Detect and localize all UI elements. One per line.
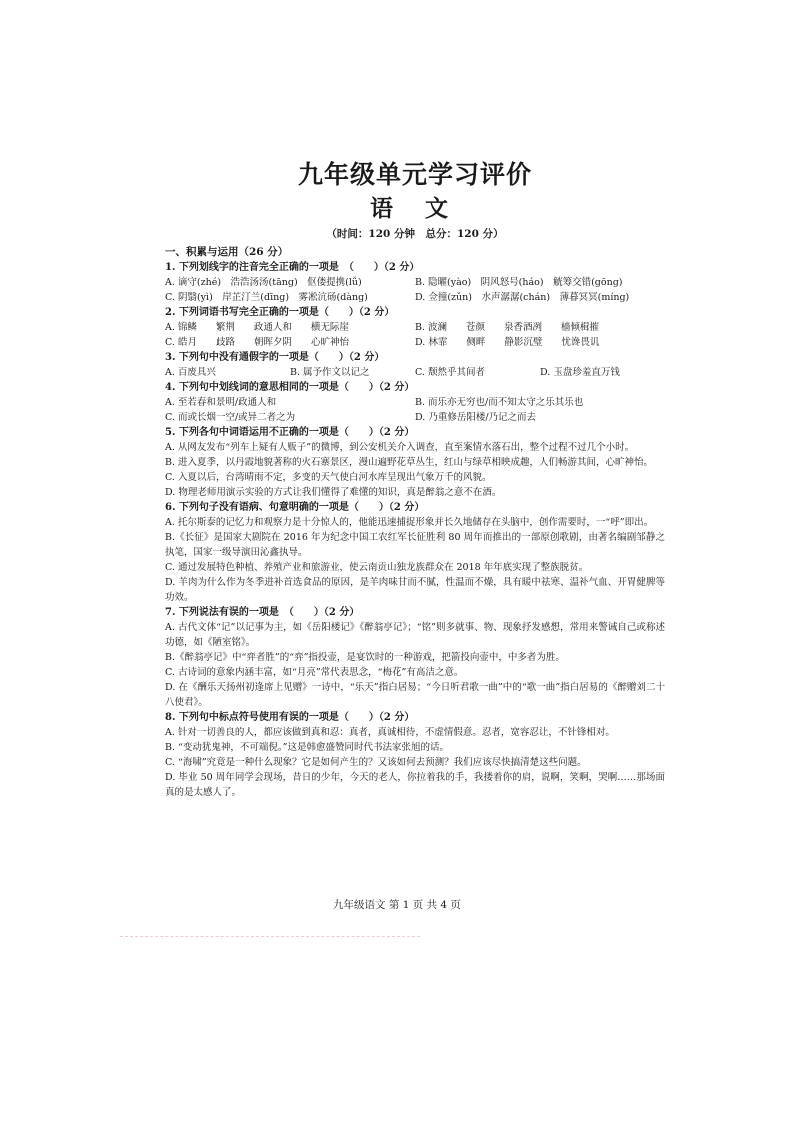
question-7 [165, 605, 665, 710]
option-d: D. 佥撞(zǔn) 水声潺潺(chán) 薄暮冥冥(míng) [415, 292, 630, 303]
option-list [165, 395, 665, 425]
option-c: C. 古诗词的意象内涵丰富，如“月亮”常代表思念，“梅花”有高洁之意。 [165, 667, 464, 678]
option-b: B. 进入夏季，以丹霞地貌著称的火石寨景区，漫山遍野花草丛生，红山与绿草相映成趣，人们畅游其间，心旷神怡。 [165, 457, 654, 468]
option-d: D. 乃重修岳阳楼/乃记之而去 [415, 412, 537, 423]
option-b: B.《长征》是国家大剧院在 2016 年为纪念中国工农红军长征胜利 80 周年而推出的一部原创歌剧，由著名编剧邹静之执笔，国家一级导演田沁鑫执导。 [165, 532, 665, 558]
question-4 [165, 380, 665, 425]
option-a: A. 至若春和景明/政通人和 [165, 397, 277, 408]
question-stem: 1. 下列划线字的注音完全正确的一项是 （ ）（2 分） [165, 262, 420, 273]
option-list [165, 275, 665, 305]
option-a: A. 百废具兴 [165, 367, 216, 378]
question-5 [165, 425, 665, 500]
option-a: A. 从网友发布“列车上疑有人贩子”的微博，到公安机关介入调查，直至案情水落石出，整个过程不过几个小时。 [165, 442, 635, 453]
option-list [165, 365, 665, 380]
question-stem: 8. 下列句中标点符号使用有误的一项是（ ）（2 分） [165, 712, 415, 723]
question-stem: 7. 下列说法有误的一项是 （ ）（2 分） [165, 607, 360, 618]
question-1 [165, 260, 665, 305]
option-a: A. 针对一切善良的人，都应该做到真和忍：真者，真诚相待，不虚情假意。忍者，宽容忍让，不针锋相对。 [165, 727, 615, 738]
option-b: B.《醉翁亭记》中“弈者胜”的“弈”指投壶，是宴饮时的一种游戏，把箭投向壶中，中多者为胜。 [165, 652, 565, 663]
option-c: C. 阴翳(yì) 岸芷汀兰(dīng) 雾凇沆砀(dàng) [165, 292, 368, 303]
option-b: B. 隐曜(yào) 阴风怒号(háo) 觥筹交错(gōng) [415, 277, 623, 288]
option-c: C. 皓月 歧路 朝晖夕阴 心旷神怡 [165, 337, 349, 348]
option-c: C. 颓然乎其间者 [415, 367, 485, 378]
option-a: A. 托尔斯泰的记忆力和观察力是十分惊人的，他能迅速捕捉形象并长久地储存在头脑中，创作需要时，一“呼”即出。 [165, 517, 654, 528]
option-b: B. 波澜 苍颜 泉香酒冽 樯倾楫摧 [415, 322, 600, 333]
option-c: C. “海啸”究竟是一种什么现象？它是如何产生的？又该如何去预测？我们应该尽快搞清楚这些问题。 [165, 757, 587, 768]
page-title: 九年级单元学习评价 [297, 160, 532, 189]
question-stem: 4. 下列句中划线词的意思相同的一项是（ ）（2 分） [165, 382, 415, 393]
question-3 [165, 350, 665, 380]
exam-sheet [165, 158, 665, 800]
option-b: B. “变动犹鬼神，不可端倪。”这是韩愈盛赞同时代书法家张旭的话。 [165, 742, 449, 753]
question-6 [165, 500, 665, 605]
question-stem: 2. 下列词语书写完全正确的一项是（ ）（2 分） [165, 307, 395, 318]
question-stem: 5. 下列各句中词语运用不正确的一项是（ ）（2 分） [165, 427, 415, 438]
question-stem: 3. 下列句中没有通假字的一项是（ ）（2 分） [165, 352, 385, 363]
option-list [165, 320, 665, 350]
option-c: C. 入夏以后，台湾晴雨不定，多变的天气使白河水库呈现出气象万千的风貌。 [165, 472, 492, 483]
option-b: B. 而乐亦无穷也/而不知太守之乐其乐也 [415, 397, 584, 408]
option-a: A. 谪守(zhé) 浩浩汤汤(tāng) 伛偻提携(lǚ) [165, 277, 362, 288]
option-d: D. 物理老师用演示实验的方式让我们懂得了难懂的知识，真是醉翁之意不在酒。 [165, 487, 502, 498]
option-d: D. 林霏 侧畔 静影沉璧 忧谗畏讥 [415, 337, 600, 348]
exam-meta: （时间：120 分钟 总分：120 分） [326, 228, 504, 240]
subject-title: 语 文 [369, 195, 460, 222]
question-stem: 6. 下列句子没有语病、句意明确的一项是（ ）（2 分） [165, 502, 425, 513]
option-d: D. 玉盘珍羞直万钱 [540, 367, 620, 378]
question-2 [165, 305, 665, 350]
section-heading: 一、积累与运用（26 分） [165, 246, 289, 258]
option-d: D. 在《酬乐天扬州初逢席上见赠》一诗中，“乐天”指白居易；“今日听君歌一曲”中的“歌一曲”指白居易的《醉赠刘二十八使君》。 [165, 682, 665, 708]
page-footer: 九年级语文 第 1 页 共 4 页 [333, 899, 461, 911]
option-c: C. 而或长烟一空/或异二者之为 [165, 412, 296, 423]
question-8 [165, 710, 665, 800]
option-d: D. 羊肉为什么作为冬季进补首选食品的原因，是羊肉味甘而不腻，性温而不燥，具有暖中祛寒、温补气血、开胃健脾等功效。 [165, 577, 665, 603]
option-c: C. 通过发展特色种植、养殖产业和旅游业，使云南贡山独龙族群众在 2018 年年底实现了整族脱贫。 [165, 562, 589, 573]
scan-artifact-line [120, 936, 420, 937]
option-a: A. 古代文体“记”以记事为主，如《岳阳楼记》《醉翁亭记》；“铭”则多就事、物、现象抒发感想，常用来警诫自己或称述功德，如《陋室铭》。 [165, 622, 665, 648]
option-d: D. 毕业 50 周年同学会现场，昔日的少年，今天的老人，你拉着我的手，我搂着你的肩，说啊，笑啊，哭啊……那场面真的是太感人了。 [165, 772, 665, 798]
option-b: B. 属予作文以记之 [290, 367, 370, 378]
option-a: A. 锦鳞 繁荆 政通人和 横无际崖 [165, 322, 349, 333]
